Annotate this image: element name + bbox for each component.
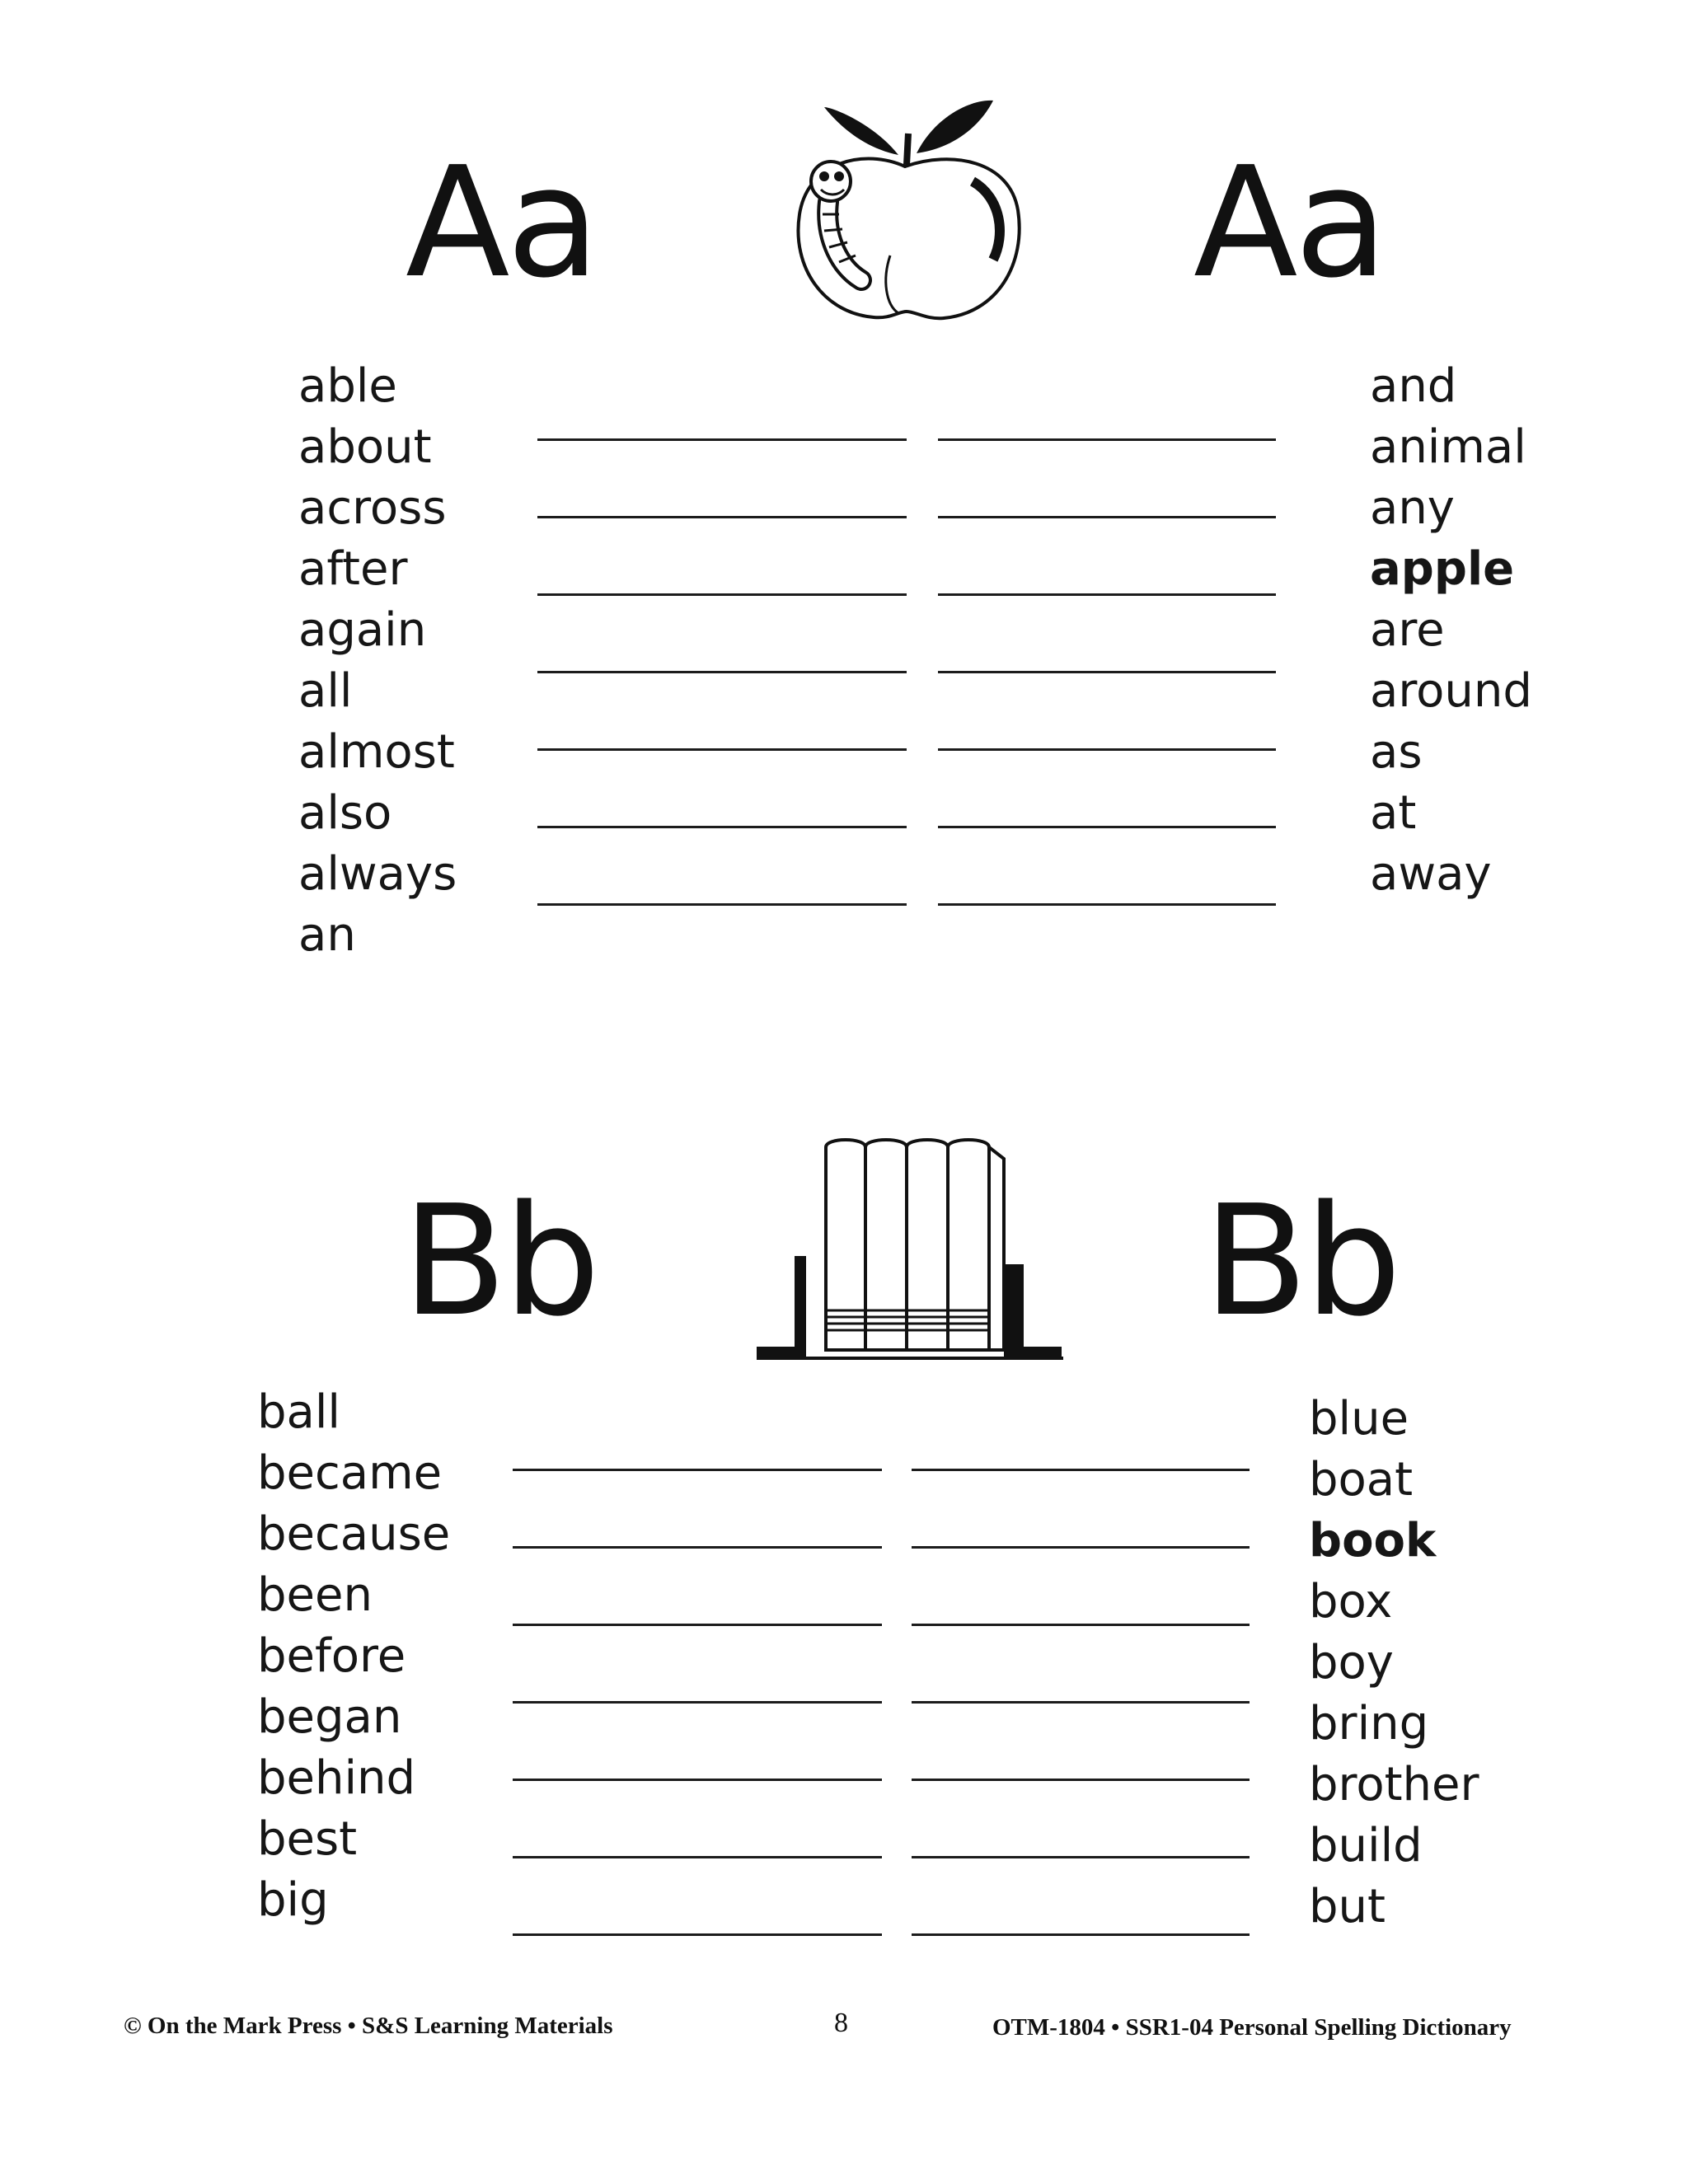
word-are: are [1370,603,1445,657]
write-in-blank[interactable] [537,748,907,826]
write-in-blank[interactable] [513,1701,882,1779]
word-been: been [257,1568,373,1622]
apple-with-worm-icon [767,91,1047,330]
word-also: also [298,786,392,840]
write-in-blank[interactable] [537,516,907,593]
word-at: at [1370,786,1417,840]
word-build: build [1309,1819,1423,1872]
write-in-blank[interactable] [912,1546,1250,1624]
write-in-blank[interactable] [938,593,1276,671]
word-because: because [257,1507,451,1561]
section-a-letter-left: Aa [406,134,597,312]
write-in-blank[interactable] [938,826,1276,903]
write-in-blank[interactable] [537,593,907,671]
write-in-blank[interactable] [912,1701,1250,1779]
write-in-blank[interactable] [912,1469,1250,1546]
word-began: began [257,1690,402,1744]
write-in-blank[interactable] [912,1779,1250,1856]
word-book: book [1309,1514,1437,1568]
word-again: again [298,603,427,657]
word-before: before [257,1629,406,1683]
word-ball: ball [257,1385,340,1439]
word-animal: animal [1370,420,1526,474]
word-after: after [298,542,408,596]
page-number: 8 [834,2008,848,2038]
footer-copyright: © On the Mark Press • S&S Learning Materials [124,2013,613,2039]
write-in-blank[interactable] [537,438,907,516]
section-b-blanks-col-1 [513,1469,882,2011]
write-in-blank[interactable] [912,1933,1250,2011]
word-as: as [1370,725,1423,779]
word-an: an [298,908,356,962]
word-box: box [1309,1575,1393,1629]
word-big: big [257,1873,329,1927]
write-in-blank[interactable] [537,903,907,981]
write-in-blank[interactable] [513,1779,882,1856]
section-a-blanks-col-2 [938,438,1276,981]
section-a-words-left [298,356,457,966]
write-in-blank[interactable] [912,1624,1250,1701]
section-b-letter-left: Bb [402,1172,598,1350]
section-a-blanks-col-1 [537,438,907,981]
write-in-blank[interactable] [513,1546,882,1624]
write-in-blank[interactable] [938,903,1276,981]
word-across: across [298,481,447,535]
word-bring: bring [1309,1697,1429,1750]
write-in-blank[interactable] [938,671,1276,748]
word-any: any [1370,481,1455,535]
word-behind: behind [257,1751,416,1805]
footer-product-code: OTM-1804 • SSR1-04 Personal Spelling Dictionary [992,2014,1512,2041]
word-away: away [1370,847,1492,901]
section-a-words-right [1370,356,1532,905]
word-boat: boat [1309,1453,1414,1507]
write-in-blank[interactable] [938,516,1276,593]
word-blue: blue [1309,1392,1409,1446]
write-in-blank[interactable] [513,1933,882,2011]
word-brother: brother [1309,1758,1479,1811]
write-in-blank[interactable] [513,1469,882,1546]
word-best: best [257,1812,358,1866]
write-in-blank[interactable] [938,438,1276,516]
word-all: all [298,664,353,718]
word-around: around [1370,664,1532,718]
section-a-letter-right: Aa [1193,134,1385,312]
books-with-bookends-icon [757,1131,1063,1366]
write-in-blank[interactable] [513,1856,882,1933]
write-in-blank[interactable] [938,748,1276,826]
word-and: and [1370,359,1457,413]
section-b-letter-right: Bb [1203,1172,1399,1350]
write-in-blank[interactable] [513,1624,882,1701]
word-always: always [298,847,457,901]
word-about: about [298,420,432,474]
word-became: became [257,1446,443,1500]
write-in-blank[interactable] [912,1856,1250,1933]
section-b-words-left [257,1382,450,1931]
write-in-blank[interactable] [537,671,907,748]
section-b-words-right [1309,1389,1479,1938]
word-able: able [298,359,397,413]
word-apple: apple [1370,542,1515,596]
word-boy: boy [1309,1636,1394,1690]
word-but: but [1309,1880,1386,1933]
word-almost: almost [298,725,455,779]
write-in-blank[interactable] [537,826,907,903]
section-b-blanks-col-2 [912,1469,1250,2011]
